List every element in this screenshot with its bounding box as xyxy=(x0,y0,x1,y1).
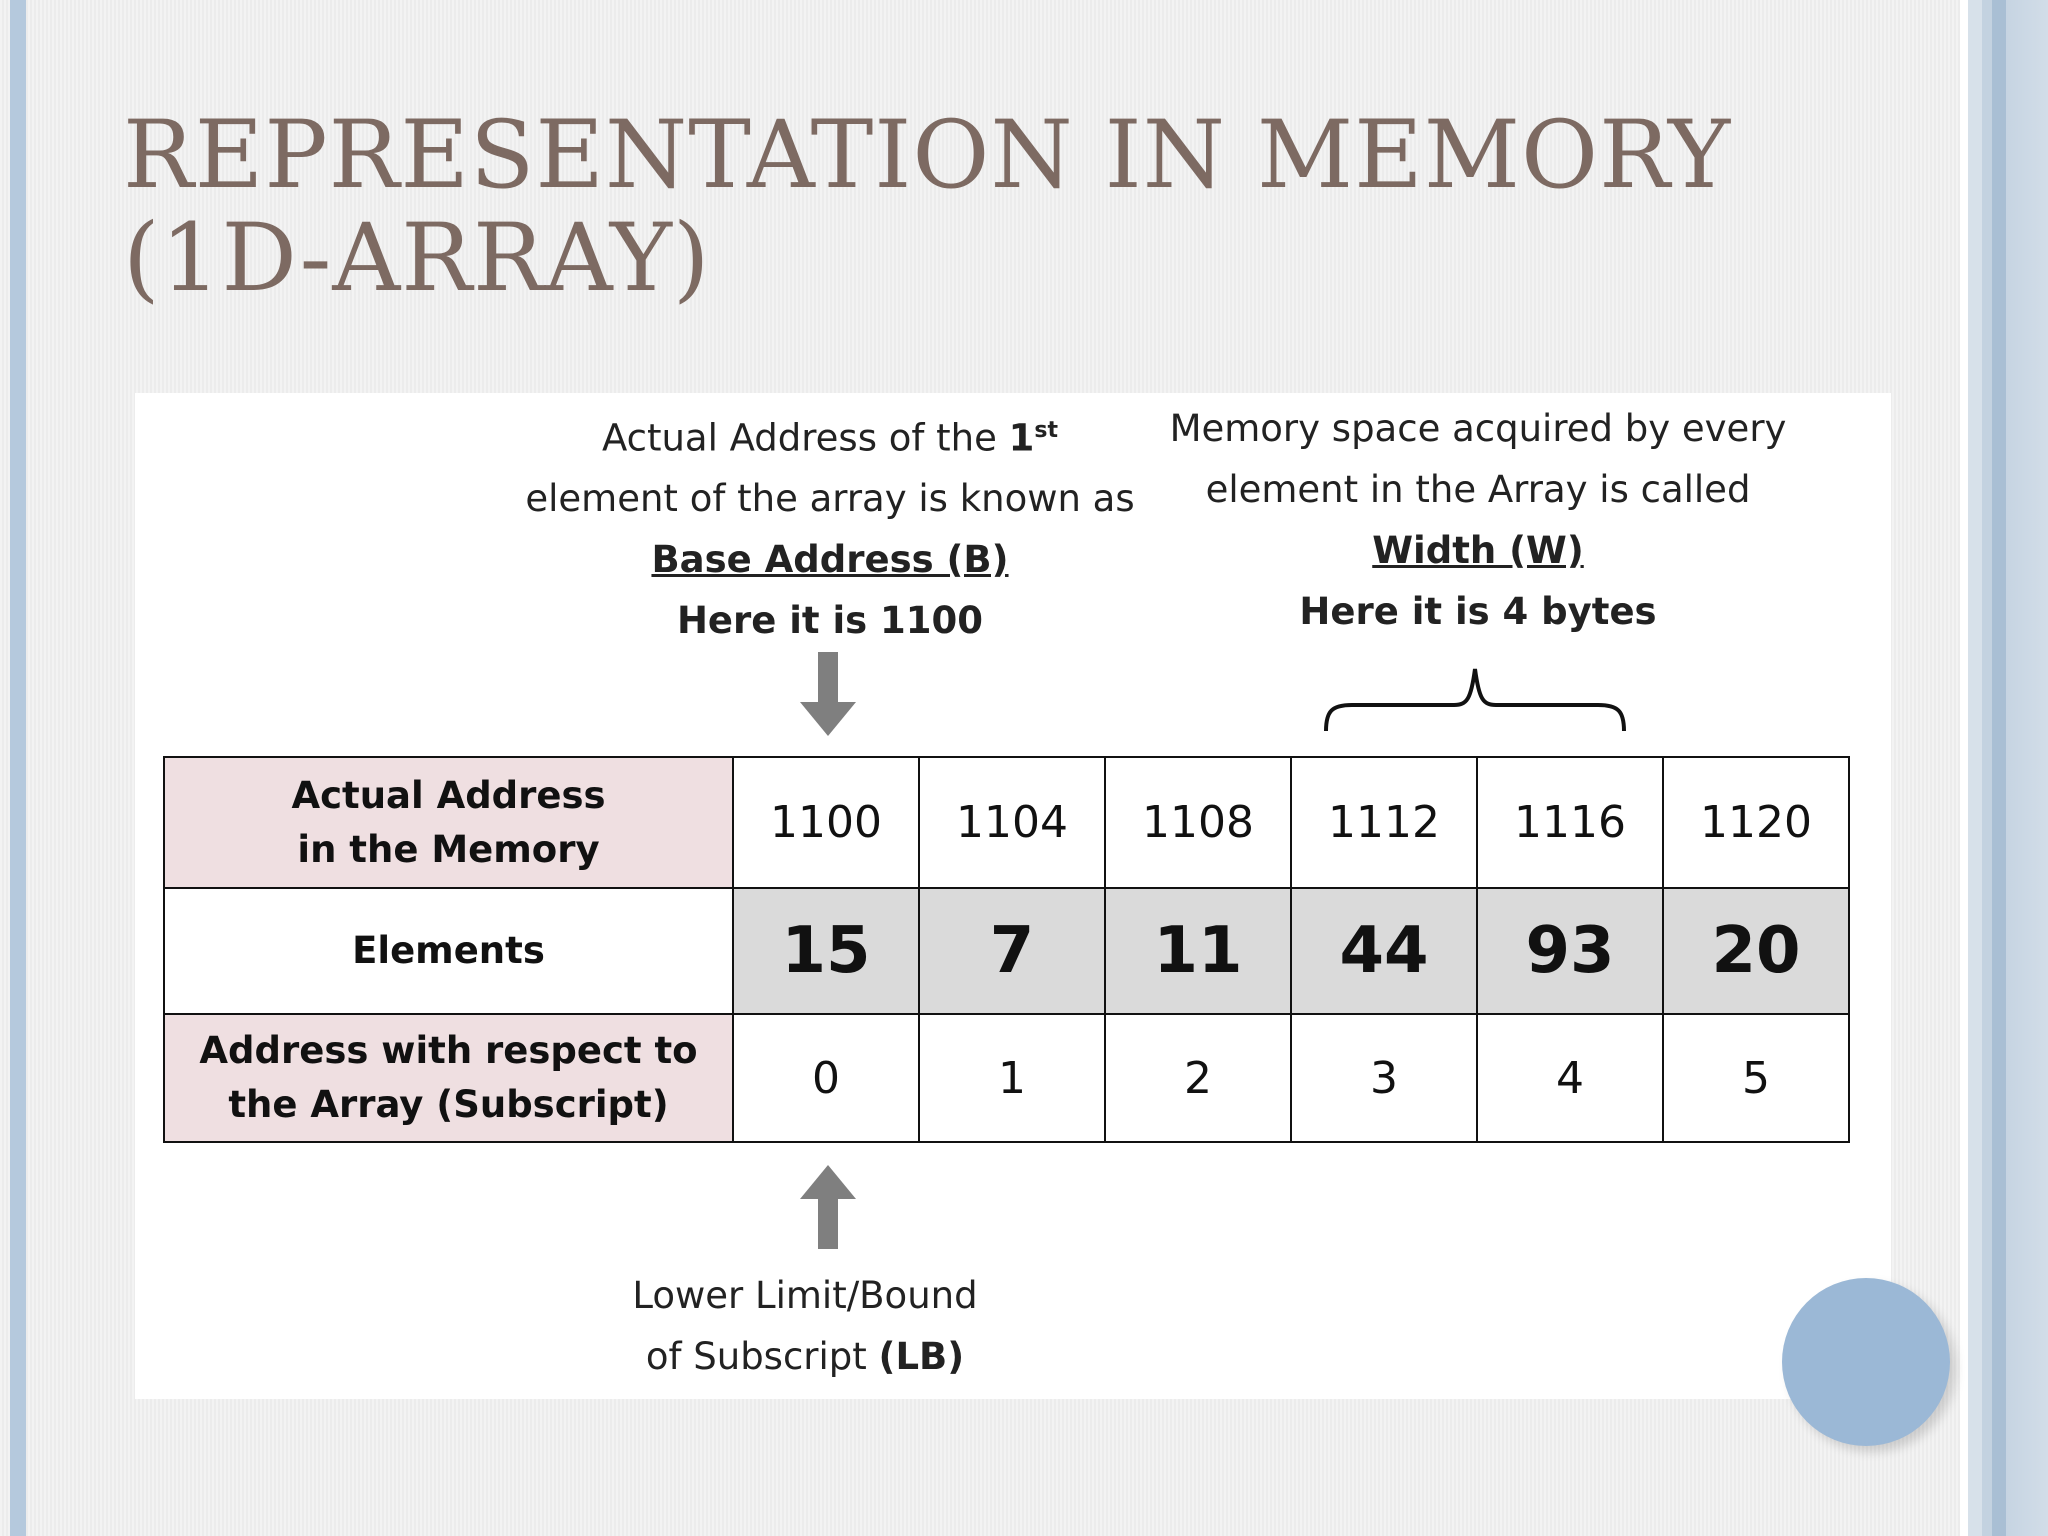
width-note xyxy=(1148,398,1808,642)
element-cell: 7 xyxy=(919,888,1105,1014)
arrow-up-icon xyxy=(797,1165,859,1249)
base-address-term: Base Address (B) xyxy=(651,538,1009,582)
address-cell: 1108 xyxy=(1105,757,1291,888)
slide-title: REPRESENTATION IN MEMORY (1D-ARRAY) xyxy=(123,101,1732,313)
lower-bound-note xyxy=(520,1265,1090,1387)
width-note-line1: Memory space acquired by every xyxy=(1169,407,1787,450)
subscript-row-header: Address with respect to the Array (Subscript) xyxy=(164,1014,733,1142)
width-value: Here it is 4 bytes xyxy=(1299,590,1657,633)
element-cell: 15 xyxy=(733,888,919,1014)
address-cell: 1100 xyxy=(733,757,919,888)
address-cell: 1104 xyxy=(919,757,1105,888)
address-cell: 1120 xyxy=(1663,757,1849,888)
base-address-value: Here it is 1100 xyxy=(676,599,984,643)
arrow-down-icon xyxy=(797,652,859,736)
right-decorative-panel xyxy=(1960,0,2048,1536)
subscript-cell: 1 xyxy=(919,1014,1105,1142)
subscript-cell: 3 xyxy=(1291,1014,1477,1142)
element-cell: 44 xyxy=(1291,888,1477,1014)
address-row xyxy=(164,757,1849,888)
width-term: Width (W) xyxy=(1372,529,1584,572)
address-cell: 1116 xyxy=(1477,757,1663,888)
element-cell: 11 xyxy=(1105,888,1291,1014)
address-cell: 1112 xyxy=(1291,757,1477,888)
elements-row-header: Elements xyxy=(164,888,733,1014)
address-row-header: Actual Address in the Memory xyxy=(164,757,733,888)
lb-note-line2: of Subscript (LB) xyxy=(645,1335,965,1378)
subscript-cell: 0 xyxy=(733,1014,919,1142)
elements-row xyxy=(164,888,1849,1014)
width-note-line2: element in the Array is called xyxy=(1205,468,1751,511)
base-note-line2: element of the array is known as xyxy=(525,477,1135,521)
subscript-row xyxy=(164,1014,1849,1142)
element-cell: 20 xyxy=(1663,888,1849,1014)
memory-table xyxy=(163,756,1850,1143)
element-cell: 93 xyxy=(1477,888,1663,1014)
left-accent-bar xyxy=(10,0,26,1536)
subscript-cell: 5 xyxy=(1663,1014,1849,1142)
subscript-cell: 2 xyxy=(1105,1014,1291,1142)
curly-brace-icon xyxy=(1322,665,1628,735)
decorative-circle xyxy=(1782,1278,1950,1446)
subscript-cell: 4 xyxy=(1477,1014,1663,1142)
base-address-note xyxy=(500,400,1160,651)
lb-note-line1: Lower Limit/Bound xyxy=(632,1274,978,1317)
base-note-line1: Actual Address of the 1st xyxy=(601,416,1059,460)
